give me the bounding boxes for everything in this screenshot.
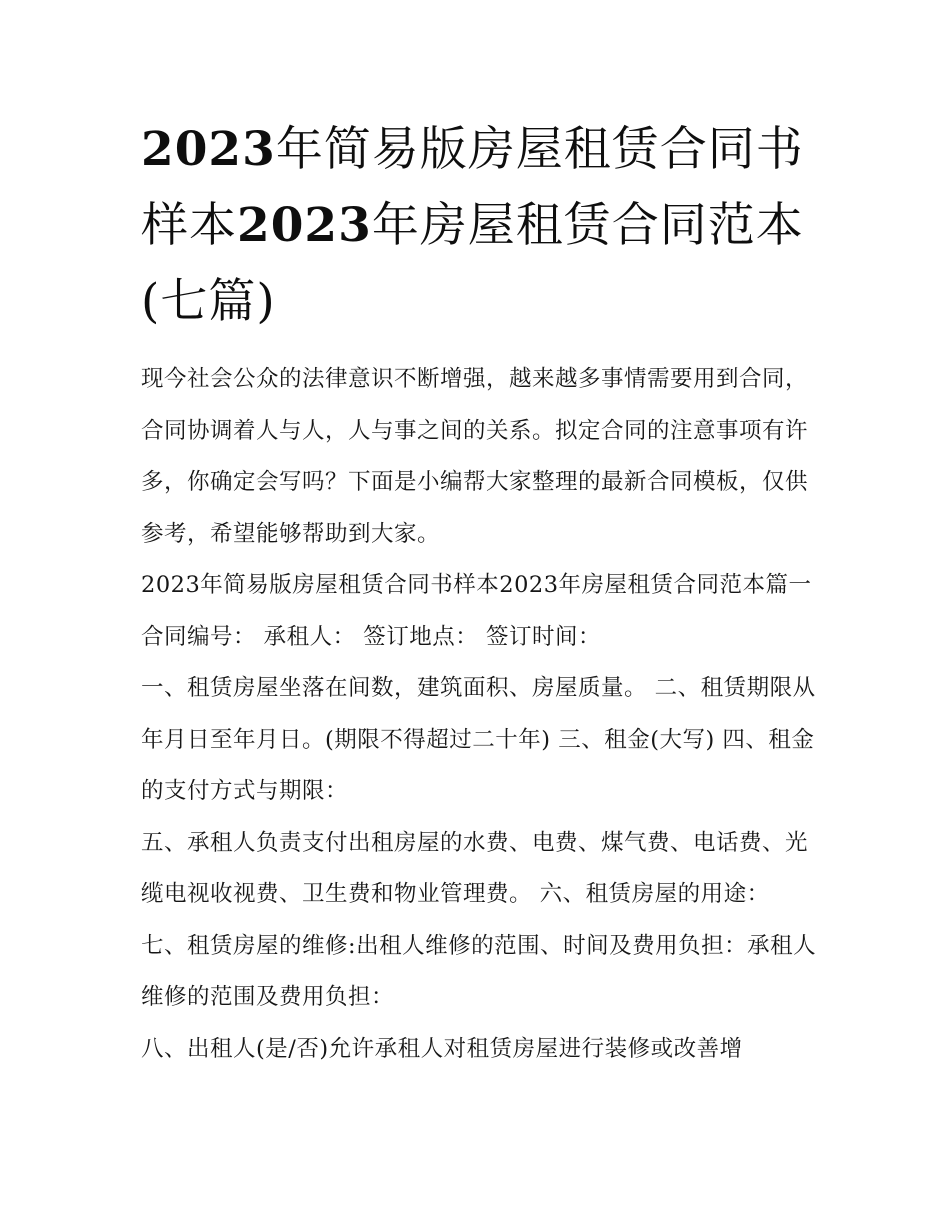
clause-paragraph-1: 一、租赁房屋坐落在间数，建筑面积、房屋质量。 二、租赁期限从年月日至年月日。(期限不得超过二十年) 三、租金(大写) 四、租金的支付方式与期限：	[141, 675, 816, 804]
document-title	[141, 112, 821, 340]
title-year-2: 2023	[237, 198, 372, 253]
contract-header-paragraph: 2023年简易版房屋租赁合同书样本2023年房屋租赁合同范本篇一 合同编号： 承租人： 签订地点： 签订时间：	[141, 572, 812, 650]
intro-paragraph: 现今社会公众的法律意识不断增强，越来越多事情需要用到合同，合同协调着人与人，人与事之间的关系。拟定合同的注意事项有许多，你确定会写吗？下面是小编帮大家整理的最新合同模板，仅供参考，希望能够帮助到大家。	[141, 366, 809, 547]
clause-paragraph-5: 五、承租人负责支付出租房屋的水费、电费、煤气费、电话费、光缆电视收视费、卫生费和物业管理费。 六、租赁房屋的用途：	[141, 829, 809, 907]
clause-paragraph-8: 八、出租人(是/否)允许承租人对租赁房屋进行装修或改善增	[141, 1035, 743, 1062]
clause-paragraph-7: 七、租赁房屋的维修:出租人维修的范围、时间及费用负担：承租人维修的范围及费用负担：	[141, 932, 817, 1010]
title-segment-2: 年房屋租赁合同范本(七篇)	[141, 198, 804, 329]
document-body	[141, 112, 821, 1075]
title-year-1: 2023	[141, 122, 276, 177]
title-segment-1: 年简易版房屋租赁合同书样本	[141, 122, 804, 253]
